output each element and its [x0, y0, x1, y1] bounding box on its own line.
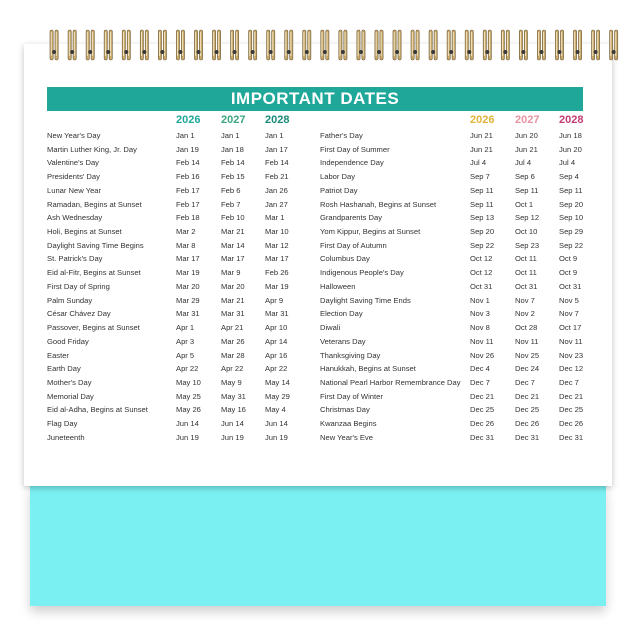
holiday-date-left: Mar 8 [176, 240, 196, 250]
holiday-name-right: Hanukkah, Begins at Sunset [320, 364, 416, 374]
holiday-name-right: Independence Day [320, 158, 384, 168]
holiday-date-right: Oct 28 [515, 323, 538, 333]
holiday-date-right: Sep 11 [470, 199, 494, 209]
holiday-row [0, 172, 640, 186]
holiday-name-right: Indigenous People's Day [320, 268, 404, 278]
holiday-date-left: Mar 14 [221, 240, 245, 250]
holiday-name-left: Eid al-Fitr, Begins at Sunset [47, 268, 141, 278]
holiday-name-right: Father's Day [320, 131, 363, 140]
holiday-date-left: May 31 [221, 391, 246, 401]
holiday-date-right: Oct 9 [559, 268, 578, 278]
holiday-date-right: Dec 26 [515, 419, 540, 429]
holiday-date-left: Feb 18 [176, 213, 200, 223]
holiday-date-right: Dec 31 [559, 432, 584, 442]
holiday-name-left: Presidents' Day [47, 172, 100, 182]
holiday-name-right: Labor Day [320, 172, 356, 182]
holiday-date-left: Apr 5 [176, 350, 195, 360]
holiday-row [0, 378, 640, 392]
holiday-date-right: Sep 7 [470, 172, 490, 182]
holiday-date-right: Nov 11 [515, 336, 539, 346]
holiday-date-left: Feb 17 [176, 185, 200, 195]
holiday-date-left: Feb 10 [221, 213, 245, 223]
holiday-date-right: Jul 4 [515, 158, 532, 168]
holiday-date-right: Jul 4 [559, 158, 576, 168]
holiday-date-left: Jan 27 [265, 199, 288, 209]
holiday-name-right: First Day of Winter [320, 391, 383, 401]
holiday-name-right: First Day of Summer [320, 144, 390, 154]
holiday-date-left: Mar 17 [265, 254, 289, 264]
holiday-date-left: May 10 [176, 377, 201, 387]
holiday-row [0, 158, 640, 172]
holiday-name-right: Rosh Hashanah, Begins at Sunset [320, 199, 437, 209]
holiday-name-left: First Day of Spring [47, 281, 110, 291]
holiday-date-right: Dec 31 [515, 432, 540, 442]
holiday-date-left: Apr 10 [265, 323, 288, 333]
holiday-date-left: Mar 10 [265, 227, 289, 237]
holiday-date-right: Nov 1 [470, 295, 490, 305]
holiday-name-right: Columbus Day [320, 254, 370, 264]
holiday-date-left: Mar 31 [265, 309, 289, 319]
holiday-date-right: Nov 3 [470, 309, 490, 319]
holiday-name-left: Eid al-Adha, Begins at Sunset [47, 405, 148, 415]
holiday-date-right: Oct 10 [515, 227, 538, 237]
holiday-date-left: Jun 19 [265, 432, 288, 442]
holiday-date-right: Oct 31 [559, 281, 582, 291]
holiday-row [0, 227, 640, 241]
holiday-row [0, 296, 640, 310]
holiday-date-right: Dec 4 [470, 364, 490, 374]
holiday-date-right: Dec 7 [559, 377, 579, 387]
holiday-date-left: Mar 31 [176, 309, 200, 319]
holiday-date-right: Dec 12 [559, 364, 584, 374]
holiday-name-right: Daylight Saving Time Ends [320, 295, 411, 305]
holiday-date-left: Feb 14 [221, 158, 245, 168]
holiday-date-right: Sep 20 [559, 199, 584, 209]
holiday-date-right: Dec 25 [515, 405, 540, 415]
holiday-date-left: May 29 [265, 391, 290, 401]
holiday-date-left: Jan 1 [265, 131, 284, 140]
holiday-date-left: May 26 [176, 405, 201, 415]
holiday-date-left: Mar 12 [265, 240, 289, 250]
holiday-name-left: César Chávez Day [47, 309, 111, 319]
holiday-date-right: Nov 25 [515, 350, 540, 360]
holiday-date-right: Nov 23 [559, 350, 584, 360]
holiday-date-right: Dec 24 [515, 364, 540, 374]
holiday-date-right: Sep 12 [515, 213, 540, 223]
calendar-easel-back [30, 486, 606, 606]
holiday-row [0, 392, 640, 406]
holiday-date-left: Apr 3 [176, 336, 195, 346]
holiday-date-right: Oct 12 [470, 268, 493, 278]
holiday-date-left: Feb 26 [265, 268, 289, 278]
holiday-row [0, 213, 640, 227]
holiday-date-left: Apr 14 [265, 336, 288, 346]
holiday-name-right: Diwali [320, 323, 341, 333]
holiday-date-left: Feb 15 [221, 172, 245, 182]
holiday-date-left: May 9 [221, 377, 242, 387]
holiday-date-left: Mar 21 [221, 295, 245, 305]
holiday-date-left: Apr 1 [176, 323, 195, 333]
holiday-date-right: Dec 21 [515, 391, 540, 401]
holiday-date-right: Jun 21 [515, 144, 538, 154]
holiday-date-right: Sep 20 [470, 227, 495, 237]
holiday-date-right: Dec 25 [559, 405, 584, 415]
holiday-date-right: Dec 21 [559, 391, 584, 401]
holiday-date-left: Jan 26 [265, 185, 288, 195]
important-dates-banner [47, 87, 583, 111]
holiday-row [0, 254, 640, 268]
holiday-date-left: Apr 22 [176, 364, 199, 374]
holiday-date-right: Jun 20 [515, 131, 538, 140]
holiday-date-right: Dec 21 [470, 391, 495, 401]
holiday-row [0, 433, 640, 447]
year-header-left-3: 2028 [265, 114, 290, 126]
holiday-row [0, 131, 640, 145]
holiday-date-right: Oct 17 [559, 323, 582, 333]
holiday-date-left: Jun 14 [221, 419, 244, 429]
holiday-date-left: Feb 6 [221, 185, 241, 195]
holiday-date-left: Feb 17 [176, 199, 200, 209]
holiday-date-left: Mar 9 [221, 268, 241, 278]
holiday-date-right: Nov 7 [515, 295, 535, 305]
holiday-date-left: Apr 9 [265, 295, 284, 305]
holiday-date-left: Mar 26 [221, 336, 245, 346]
holiday-row [0, 364, 640, 378]
holiday-date-right: Sep 4 [559, 172, 579, 182]
holiday-date-right: Sep 11 [470, 185, 494, 195]
holiday-row [0, 282, 640, 296]
holiday-name-left: Easter [47, 350, 69, 360]
holiday-name-left: Memorial Day [47, 391, 94, 401]
holiday-date-right: Oct 12 [470, 254, 493, 264]
holiday-name-right: National Pearl Harbor Remembrance Day [320, 377, 461, 387]
holiday-date-left: Apr 22 [265, 364, 288, 374]
holiday-name-left: Lunar New Year [47, 185, 102, 195]
holiday-date-right: Sep 6 [515, 172, 535, 182]
holiday-name-left: Holi, Begins at Sunset [47, 227, 122, 237]
holiday-date-right: Oct 11 [515, 254, 537, 264]
holiday-date-left: Feb 14 [265, 158, 289, 168]
holiday-date-left: Jun 14 [265, 419, 288, 429]
holiday-date-right: Dec 31 [470, 432, 495, 442]
year-header-right-2: 2027 [515, 114, 540, 126]
year-header-right-3: 2028 [559, 114, 584, 126]
holiday-date-right: Jul 4 [470, 158, 487, 168]
holiday-date-left: Jan 17 [265, 144, 288, 154]
holiday-row [0, 309, 640, 323]
holiday-name-right: New Year's Eve [320, 432, 373, 442]
holiday-date-left: May 25 [176, 391, 201, 401]
holiday-date-left: Jan 18 [221, 144, 244, 154]
holiday-name-left: Earth Day [47, 364, 81, 374]
holiday-row [0, 323, 640, 337]
holiday-date-left: Feb 16 [176, 172, 200, 182]
holiday-date-right: Dec 7 [515, 377, 535, 387]
holiday-date-right: Dec 26 [470, 419, 495, 429]
holiday-name-right: First Day of Autumn [320, 240, 387, 250]
holiday-name-right: Thanksgiving Day [320, 350, 381, 360]
holiday-date-right: Nov 2 [515, 309, 535, 319]
holiday-date-right: Oct 31 [470, 281, 493, 291]
holiday-date-right: Nov 8 [470, 323, 490, 333]
holiday-row [0, 337, 640, 351]
holiday-name-left: Daylight Saving Time Begins [47, 240, 144, 250]
holiday-row [0, 351, 640, 365]
holiday-date-left: Mar 19 [176, 268, 200, 278]
holiday-date-right: Sep 22 [559, 240, 584, 250]
holiday-name-right: Yom Kippur, Begins at Sunset [320, 227, 421, 237]
holiday-date-left: Mar 29 [176, 295, 200, 305]
holiday-row [0, 145, 640, 159]
holiday-date-left: Mar 28 [221, 350, 245, 360]
holiday-date-right: Jun 20 [559, 144, 582, 154]
holiday-date-right: Sep 22 [470, 240, 495, 250]
holiday-date-left: Jan 1 [221, 131, 240, 140]
holiday-name-left: Mother's Day [47, 377, 92, 387]
year-header-left-2: 2027 [221, 114, 246, 126]
holiday-name-left: Valentine's Day [47, 158, 99, 168]
holiday-row [0, 200, 640, 214]
holiday-date-right: Sep 23 [515, 240, 540, 250]
holiday-date-left: Mar 17 [176, 254, 200, 264]
holiday-row [0, 419, 640, 433]
holiday-name-left: Ash Wednesday [47, 213, 103, 223]
holiday-date-right: Sep 13 [470, 213, 495, 223]
holiday-date-right: Jun 21 [470, 144, 493, 154]
holiday-date-left: Mar 1 [265, 213, 285, 223]
holiday-date-left: Mar 31 [221, 309, 245, 319]
holiday-date-left: May 14 [265, 377, 290, 387]
holiday-date-right: Dec 7 [470, 377, 490, 387]
holiday-date-right: Sep 11 [559, 185, 583, 195]
holiday-date-right: Oct 9 [559, 254, 578, 264]
holiday-date-right: Oct 31 [515, 281, 538, 291]
holiday-date-right: Oct 1 [515, 199, 534, 209]
holiday-date-left: Jun 19 [221, 432, 244, 442]
holiday-date-right: Nov 11 [470, 336, 494, 346]
holiday-date-left: Mar 20 [176, 281, 200, 291]
holiday-date-right: Dec 26 [559, 419, 584, 429]
holiday-date-left: Feb 7 [221, 199, 241, 209]
holiday-date-right: Nov 26 [470, 350, 495, 360]
year-header-left-1: 2026 [176, 114, 201, 126]
holiday-name-right: Patriot Day [320, 185, 358, 195]
holiday-name-right: Veterans Day [320, 336, 366, 346]
banner-title: IMPORTANT DATES [230, 89, 400, 108]
holiday-date-left: Jan 1 [176, 131, 195, 140]
holiday-name-left: St. Patrick's Day [47, 254, 103, 264]
holiday-date-left: Apr 16 [265, 350, 288, 360]
holiday-name-right: Kwanzaa Begins [320, 419, 377, 429]
holiday-date-right: Jun 18 [559, 131, 582, 140]
holiday-date-right: Sep 11 [515, 185, 539, 195]
holiday-date-left: Mar 2 [176, 227, 196, 237]
holiday-date-left: Jan 19 [176, 144, 199, 154]
holiday-date-left: Apr 21 [221, 323, 244, 333]
holiday-name-left: Good Friday [47, 336, 89, 346]
holiday-name-left: Martin Luther King, Jr. Day [47, 144, 137, 154]
holiday-date-right: Dec 25 [470, 405, 495, 415]
holiday-date-left: Mar 20 [221, 281, 245, 291]
holiday-name-left: Juneteenth [47, 432, 85, 442]
holiday-date-right: Oct 11 [515, 268, 537, 278]
holiday-date-left: Feb 21 [265, 172, 289, 182]
holiday-name-left: New Year's Day [47, 131, 101, 140]
holiday-date-right: Sep 10 [559, 213, 584, 223]
holiday-date-right: Sep 29 [559, 227, 584, 237]
holiday-date-left: May 16 [221, 405, 246, 415]
holiday-row [0, 241, 640, 255]
holiday-row [0, 268, 640, 282]
holiday-name-right: Christmas Day [320, 405, 370, 415]
holiday-row [0, 405, 640, 419]
holiday-date-right: Jun 21 [470, 131, 493, 140]
holiday-date-right: Nov 11 [559, 336, 583, 346]
holiday-date-left: Apr 22 [221, 364, 244, 374]
year-header-right-1: 2026 [470, 114, 495, 126]
holiday-date-right: Nov 7 [559, 309, 579, 319]
holiday-name-left: Ramadan, Begins at Sunset [47, 199, 142, 209]
holiday-name-left: Palm Sunday [47, 295, 93, 305]
holiday-date-left: Jun 19 [176, 432, 199, 442]
holiday-name-right: Halloween [320, 281, 356, 291]
holiday-date-right: Nov 5 [559, 295, 579, 305]
holiday-date-left: Mar 21 [221, 227, 245, 237]
holiday-date-left: Mar 17 [221, 254, 245, 264]
holiday-name-left: Flag Day [47, 419, 78, 429]
holiday-date-left: Feb 14 [176, 158, 200, 168]
holiday-date-left: Mar 19 [265, 281, 289, 291]
holiday-date-left: Jun 14 [176, 419, 199, 429]
holiday-name-left: Passover, Begins at Sunset [47, 323, 140, 333]
holiday-date-left: May 4 [265, 405, 286, 415]
holiday-row [0, 186, 640, 200]
holiday-name-right: Grandparents Day [320, 213, 383, 223]
holiday-name-right: Election Day [320, 309, 363, 319]
